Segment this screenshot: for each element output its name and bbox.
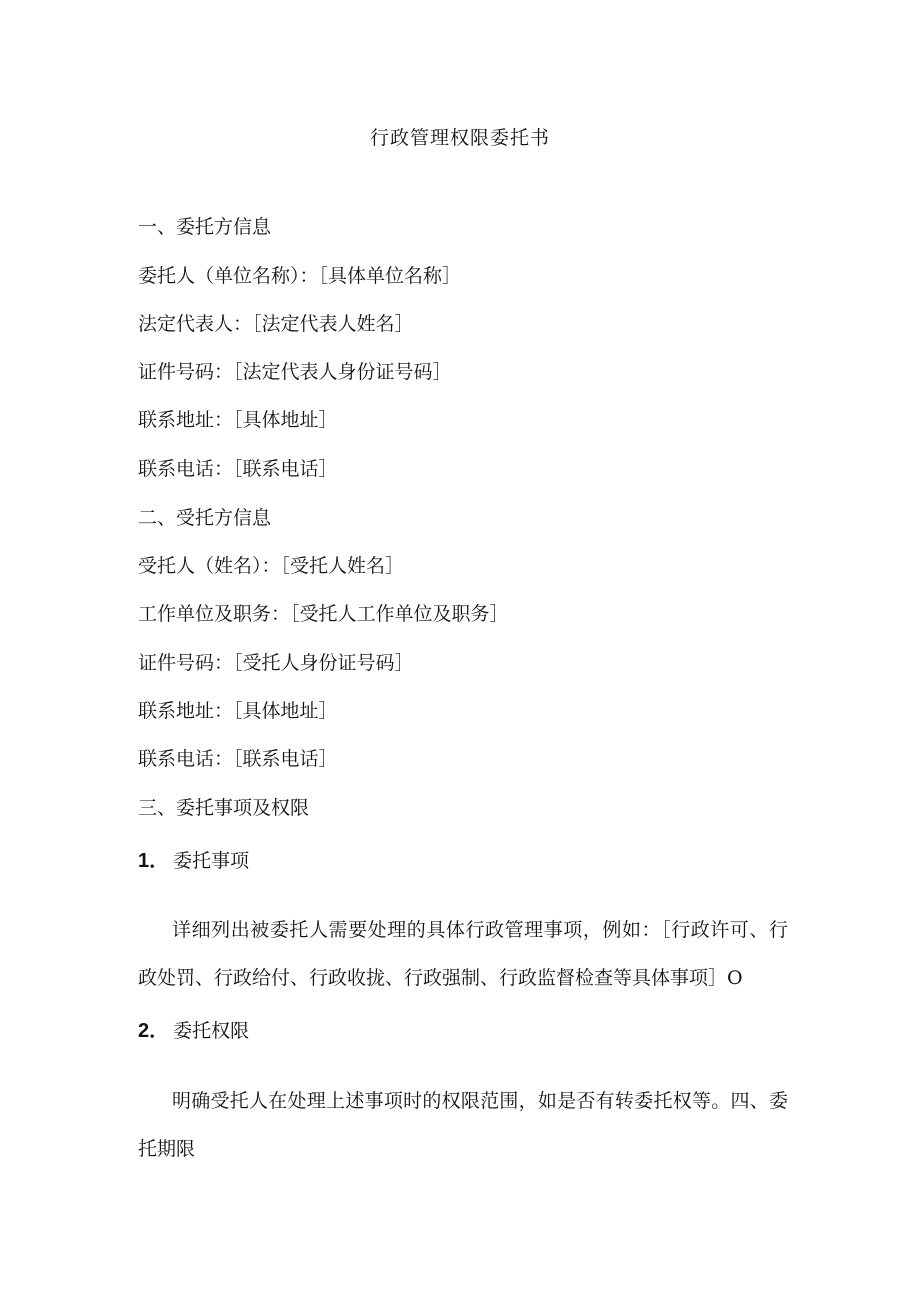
principal-id-number-line: 证件号码：［法定代表人身份证号码］: [138, 361, 452, 383]
agent-phone-line: 联系电话：［联系电话］: [138, 748, 338, 770]
principal-phone-line: 联系电话：［联系电话］: [138, 458, 338, 480]
item-number: 2．: [138, 1020, 170, 1042]
agent-name-line: 受托人（姓名）：［受托人姓名］: [138, 555, 405, 577]
legal-representative-line: 法定代表人：［法定代表人姓名］: [138, 313, 414, 335]
item-title: 委托权限: [173, 1020, 250, 1042]
agent-workplace-line: 工作单位及职务：［受托人工作单位及职务］: [138, 603, 509, 625]
item-title: 委托事项: [173, 850, 250, 872]
subsection-heading-matters: [138, 847, 249, 875]
agent-address-line: 联系地址：［具体地址］: [138, 700, 338, 722]
principal-name-line: 委托人（单位名称）：［具体单位名称］: [138, 265, 462, 287]
item-number: 1．: [138, 850, 170, 872]
document-title: 行政管理权限委托书: [369, 127, 550, 149]
authority-paragraph: 明确受托人在处理上述事项时的权限范围，如是否有转委托权等。四、委托期限: [138, 1090, 788, 1160]
agent-id-number-line: 证件号码：［受托人身份证号码］: [138, 652, 414, 674]
section-heading-matters: 三、委托事项及权限: [138, 797, 310, 819]
principal-address-line: 联系地址：［具体地址］: [138, 409, 338, 431]
subsection-heading-authority: [138, 1017, 249, 1045]
matters-paragraph: 详细列出被委托人需要处理的具体行政管理事项，例如：［行政许可、行政处罚、行政给付、行政收拢、行政强制、行政监督检查等具体事项］O: [138, 919, 788, 989]
section-heading-principal: 一、委托方信息: [138, 216, 272, 238]
section-heading-agent: 二、受托方信息: [138, 507, 272, 529]
